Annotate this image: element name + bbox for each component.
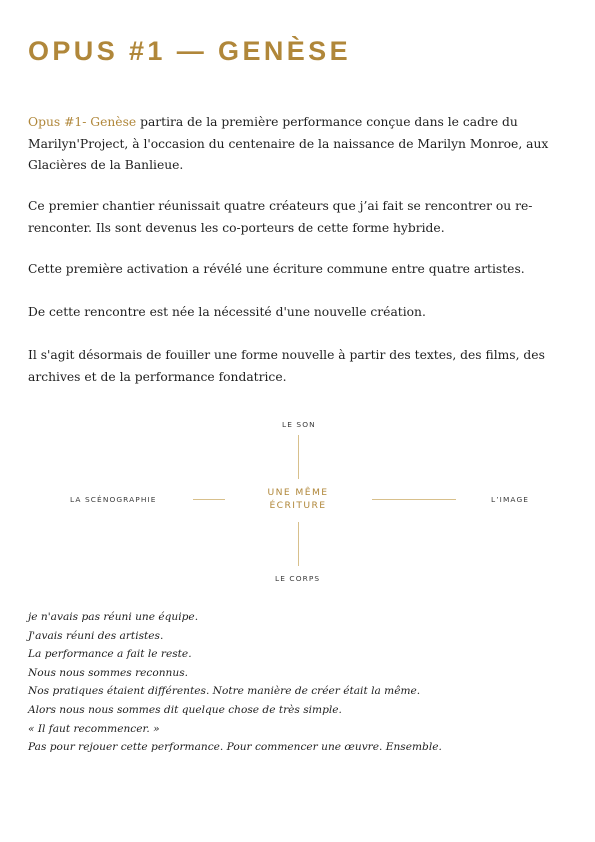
poem-line: Pas pour rejouer cette performance. Pour commencer une œuvre. Ensemble.	[28, 741, 442, 754]
poem-line: Alors nous nous sommes dit quelque chose de très simple.	[28, 703, 342, 716]
poem	[28, 608, 568, 757]
activation-paragraph: Cette première activation a révélé une écriture commune entre quatre artistes.	[28, 262, 525, 276]
diagram-label-sound: LE SON	[282, 420, 316, 429]
diagram-label-body: LE CORPS	[275, 574, 321, 583]
poem-line: Nous nous sommes reconnus.	[28, 666, 188, 679]
diagram-line-top	[298, 435, 299, 479]
encounter-paragraph: De cette rencontre est née la nécessité d'une nouvelle création.	[28, 305, 426, 319]
creators-paragraph: Ce premier chantier réunissait quatre créateurs que j’ai fait se rencontrer ou re-renconter. Ils sont devenus les co-porteurs de cette forme hybride.	[28, 199, 533, 235]
diagram-label-scenography: LA SCÉNOGRAPHIE	[70, 495, 157, 504]
poem-line: Nos pratiques étaient différentes. Notre manière de créer était la même.	[28, 685, 421, 698]
intro-paragraph	[28, 112, 558, 177]
intro-paragraph-text: partira de la première performance conçue dans le cadre du Marilyn'Project, à l'occasion du centenaire de la naissance de Marilyn Monroe, aux Glacières de la Banlieue.	[28, 115, 549, 172]
opus-highlight: Opus #1- Genèse	[28, 115, 137, 129]
poem-line: « Il faut recommencer. »	[28, 722, 160, 735]
diagram-center-line2: ÉCRITURE	[269, 500, 327, 511]
diagram-line-bottom	[298, 522, 299, 566]
diagram-center	[262, 486, 334, 512]
poem-line: je n'avais pas réuni une équipe.	[28, 611, 199, 623]
diagram-line-right	[372, 499, 456, 500]
diagram-label-image: L’IMAGE	[491, 495, 530, 504]
page-title: OPUS #1 — GENÈSE	[28, 36, 351, 66]
poem-line: J'avais réuni des artistes.	[28, 629, 164, 642]
poem-line: La performance a fait le reste.	[28, 648, 192, 661]
diagram-line-left	[193, 499, 225, 500]
diagram-center-line1: UNE MÊME	[267, 487, 329, 498]
writing-diagram	[0, 405, 595, 595]
purpose-paragraph: Il s'agit désormais de fouiller une forme nouvelle à partir des textes, des films, des archives et de la performance fondatrice.	[28, 348, 545, 384]
